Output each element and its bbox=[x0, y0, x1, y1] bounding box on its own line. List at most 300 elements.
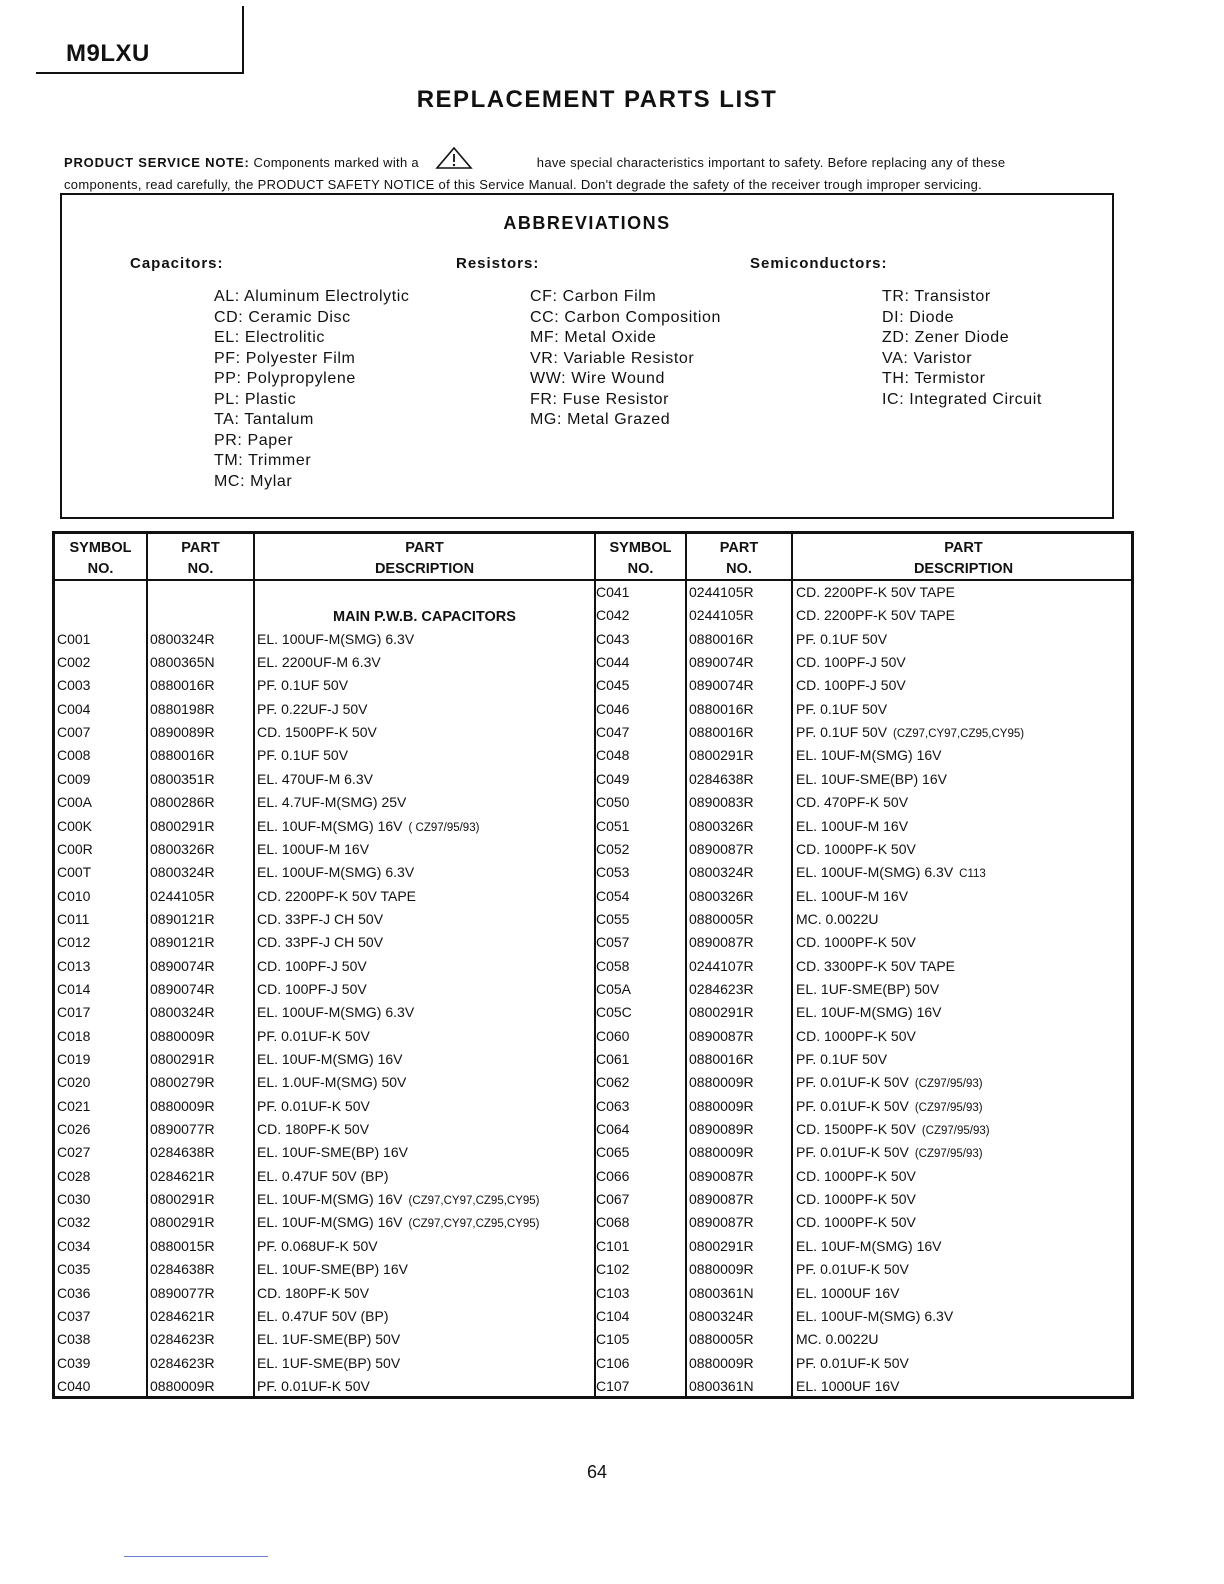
symbol-cell: C00R bbox=[57, 840, 93, 857]
resistors-heading: Resistors: bbox=[456, 255, 540, 272]
part-number-cell: 0880016R bbox=[689, 630, 754, 647]
part-number-cell: 0890083R bbox=[689, 794, 754, 811]
abbreviations-box bbox=[60, 193, 1114, 519]
description-cell: PF. 0.1UF 50V bbox=[796, 700, 888, 717]
warning-triangle-icon bbox=[435, 146, 473, 175]
part-number-cell: 0800291R bbox=[689, 1237, 754, 1254]
table-row bbox=[594, 1048, 1134, 1071]
table-row bbox=[594, 1258, 1134, 1281]
description-cell: PF. 0.01UF-K 50V bbox=[257, 1097, 370, 1114]
table-row bbox=[594, 1305, 1134, 1328]
part-number-cell: 0880016R bbox=[689, 1051, 754, 1067]
table-row bbox=[55, 698, 595, 721]
description-text: PF. 0.01UF-K 50V bbox=[796, 1144, 909, 1161]
table-row bbox=[594, 1282, 1134, 1305]
symbol-cell: C065 bbox=[596, 1144, 630, 1161]
semiconductor-abbreviation: ZD: Zener Diode bbox=[882, 329, 1010, 346]
description-text: PF. 0.01UF-K 50V bbox=[796, 1074, 909, 1091]
part-number-cell: 0890074R bbox=[689, 677, 754, 694]
header-description-left: PART DESCRIPTION bbox=[374, 540, 475, 577]
part-number-cell: 0880198R bbox=[150, 700, 215, 717]
symbol-cell: C057 bbox=[596, 934, 630, 951]
variant-note: (CZ97,CY97,CZ95,CY95) bbox=[408, 1218, 540, 1231]
symbol-cell: C051 bbox=[596, 817, 630, 834]
description-cell: CD. 1000PF-K 50V bbox=[796, 1027, 916, 1044]
variant-note: (CZ97/95/93) bbox=[914, 1101, 983, 1114]
resistors-list bbox=[530, 287, 721, 431]
description-cell: EL. 2200UF-M 6.3V bbox=[257, 654, 381, 671]
table-row bbox=[55, 674, 595, 697]
description-cell: EL. 10UF-M(SMG) 16V bbox=[796, 1237, 942, 1254]
variant-note: (CZ97,CY97,CZ95,CY95) bbox=[893, 728, 1025, 741]
table-row bbox=[594, 1025, 1134, 1048]
symbol-cell: C00A bbox=[57, 794, 93, 811]
abbreviations-title: ABBREVIATIONS bbox=[503, 213, 671, 233]
resistor-abbreviation: CC: Carbon Composition bbox=[530, 308, 722, 326]
description-cell: CD. 33PF-J CH 50V bbox=[257, 934, 384, 951]
description-cell bbox=[796, 1141, 983, 1166]
part-number-cell: 0880005R bbox=[689, 910, 754, 927]
table-row bbox=[55, 931, 595, 954]
symbol-cell: C028 bbox=[57, 1167, 91, 1184]
part-number-cell: 0800279R bbox=[150, 1074, 215, 1091]
description-cell: EL. 10UF-SME(BP) 16V bbox=[796, 770, 947, 787]
description-cell: PF. 0.01UF-K 50V bbox=[257, 1027, 370, 1044]
part-number-cell: 0800291R bbox=[689, 747, 754, 764]
part-number-cell: 0800324R bbox=[150, 1004, 215, 1021]
table-row bbox=[594, 1118, 1134, 1141]
semiconductor-abbreviation: TR: Transistor bbox=[882, 288, 991, 305]
symbol-cell: C013 bbox=[57, 957, 91, 974]
part-number-cell: 0890089R bbox=[689, 1121, 754, 1138]
variant-note: (CZ97/95/93) bbox=[921, 1125, 990, 1138]
part-number-cell: 0880016R bbox=[150, 677, 215, 694]
variant-note: C113 bbox=[959, 868, 986, 881]
part-number-cell: 0284638R bbox=[150, 1261, 215, 1278]
part-number-cell: 0890121R bbox=[150, 934, 215, 951]
part-number-cell: 0890121R bbox=[150, 910, 215, 927]
description-cell: PF. 0.01UF-K 50V bbox=[796, 1354, 909, 1371]
description-cell: MC. 0.0022U bbox=[796, 1331, 879, 1348]
table-row bbox=[55, 815, 595, 838]
description-cell bbox=[796, 1095, 983, 1120]
part-number-cell: 0880009R bbox=[689, 1144, 754, 1161]
description-cell: EL. 100UF-M 16V bbox=[257, 840, 370, 857]
symbol-cell: C103 bbox=[596, 1284, 630, 1301]
description-cell: EL. 1UF-SME(BP) 50V bbox=[257, 1331, 401, 1348]
part-number-cell: 0284621R bbox=[150, 1167, 215, 1184]
description-cell: CD. 100PF-J 50V bbox=[796, 654, 906, 671]
description-cell: PF. 0.1UF 50V bbox=[796, 1051, 888, 1067]
symbol-cell: C040 bbox=[57, 1377, 91, 1394]
description-cell: CD. 180PF-K 50V bbox=[257, 1121, 370, 1138]
variant-note: ( CZ97/95/93) bbox=[408, 821, 480, 834]
table-row bbox=[55, 1118, 595, 1141]
note-lead: PRODUCT SERVICE NOTE: bbox=[64, 155, 250, 170]
table-row bbox=[594, 651, 1134, 674]
table-row bbox=[594, 1188, 1134, 1211]
description-cell: PF. 0.1UF 50V bbox=[257, 677, 349, 694]
table-row bbox=[594, 931, 1134, 954]
symbol-cell: C05C bbox=[596, 1004, 632, 1021]
part-number-cell: 0800291R bbox=[150, 1051, 215, 1067]
description-text: PF. 0.01UF-K 50V bbox=[796, 1097, 909, 1114]
description-cell bbox=[796, 861, 986, 886]
description-cell bbox=[257, 815, 479, 840]
part-number-cell: 0800291R bbox=[689, 1004, 754, 1021]
table-row bbox=[594, 628, 1134, 651]
capacitor-abbreviation: MC: Mylar bbox=[214, 472, 293, 490]
table-row bbox=[55, 908, 595, 931]
resistor-abbreviation: MG: Metal Grazed bbox=[530, 411, 671, 428]
part-number-cell: 0800324R bbox=[689, 1307, 754, 1324]
symbol-cell: C032 bbox=[57, 1214, 91, 1231]
parts-table bbox=[52, 531, 1134, 1399]
description-text: EL. 10UF-M(SMG) 16V bbox=[257, 817, 403, 834]
symbol-cell: C009 bbox=[57, 770, 91, 787]
table-row bbox=[55, 628, 595, 651]
part-number-cell: 0890087R bbox=[689, 934, 754, 951]
symbol-cell: C048 bbox=[596, 747, 630, 764]
part-number-cell: 0880009R bbox=[150, 1377, 215, 1394]
symbol-cell: C047 bbox=[596, 724, 630, 741]
symbol-cell: C00K bbox=[57, 817, 93, 834]
table-row bbox=[55, 978, 595, 1001]
symbol-cell: C052 bbox=[596, 840, 630, 857]
part-number-cell: 0244107R bbox=[689, 957, 754, 974]
part-number-cell: 0800326R bbox=[689, 817, 754, 834]
table-row bbox=[55, 744, 595, 767]
description-cell: CD. 1000PF-K 50V bbox=[796, 1167, 916, 1184]
part-number-cell: 0890087R bbox=[689, 1167, 754, 1184]
footer-rule bbox=[124, 1556, 268, 1557]
symbol-cell: C067 bbox=[596, 1191, 630, 1208]
table-row bbox=[55, 1305, 595, 1328]
table-row bbox=[55, 1048, 595, 1071]
table-row bbox=[55, 768, 595, 791]
table-row bbox=[55, 1352, 595, 1375]
note-text-1: Components marked with a bbox=[253, 155, 419, 170]
symbol-cell: C106 bbox=[596, 1354, 630, 1371]
symbol-cell: C019 bbox=[57, 1051, 91, 1067]
table-row bbox=[594, 838, 1134, 861]
description-cell: EL. 0.47UF 50V (BP) bbox=[257, 1307, 389, 1324]
part-number-cell: 0800324R bbox=[689, 864, 754, 881]
part-number-cell: 0800324R bbox=[150, 630, 215, 647]
description-cell: PF. 0.1UF 50V bbox=[257, 747, 349, 764]
part-number-cell: 0880009R bbox=[689, 1074, 754, 1091]
description-cell: EL. 1000UF 16V bbox=[796, 1377, 900, 1394]
part-number-cell: 0244105R bbox=[689, 584, 754, 600]
table-row bbox=[594, 768, 1134, 791]
description-cell: CD. 470PF-K 50V bbox=[796, 794, 909, 811]
symbol-cell: C107 bbox=[596, 1377, 630, 1394]
symbol-cell: C060 bbox=[596, 1027, 630, 1044]
part-number-cell: 0800286R bbox=[150, 794, 215, 811]
symbol-cell: C049 bbox=[596, 770, 630, 787]
symbol-cell: C004 bbox=[57, 700, 91, 717]
note-text-2: have special characteristics important to safety. Before replacing any of these bbox=[536, 155, 1006, 170]
description-cell: EL. 100UF-M(SMG) 6.3V bbox=[257, 630, 415, 647]
table-row bbox=[594, 604, 1134, 627]
page-title: REPLACEMENT PARTS LIST bbox=[416, 86, 778, 113]
table-row bbox=[594, 721, 1134, 744]
semiconductors-heading: Semiconductors: bbox=[750, 255, 888, 272]
model-label: M9LXU bbox=[66, 40, 150, 67]
table-row bbox=[55, 1165, 595, 1188]
header-part-no-right: PART NO. bbox=[719, 540, 759, 577]
description-cell: EL. 100UF-M 16V bbox=[796, 817, 909, 834]
capacitors-list bbox=[214, 287, 410, 492]
table-row bbox=[55, 651, 595, 674]
description-cell: PF. 0.01UF-K 50V bbox=[796, 1261, 909, 1278]
table-row bbox=[594, 1095, 1134, 1118]
description-text: EL. 100UF-M(SMG) 6.3V bbox=[796, 864, 954, 881]
model-box bbox=[36, 6, 244, 74]
table-row bbox=[594, 581, 1134, 604]
table-row bbox=[594, 955, 1134, 978]
header-part-no-left: PART NO. bbox=[181, 540, 220, 577]
section-title: MAIN P.W.B. CAPACITORS bbox=[333, 609, 516, 625]
semiconductor-abbreviation: DI: Diode bbox=[882, 308, 955, 326]
description-text: EL. 10UF-M(SMG) 16V bbox=[257, 1214, 403, 1231]
description-cell: PF. 0.068UF-K 50V bbox=[257, 1237, 378, 1254]
capacitor-abbreviation: CD: Ceramic Disc bbox=[214, 308, 351, 326]
note-line-2: components, read carefully, the PRODUCT SAFETY NOTICE of this Service Manual. Don't degrade the safety of the receiver trough improper servicing. bbox=[64, 177, 983, 192]
description-cell: CD. 100PF-J 50V bbox=[257, 957, 367, 974]
description-cell: CD. 33PF-J CH 50V bbox=[257, 910, 384, 927]
description-cell bbox=[257, 1211, 540, 1236]
resistor-abbreviation: CF: Carbon Film bbox=[530, 288, 657, 305]
part-number-cell: 0890087R bbox=[689, 1027, 754, 1044]
description-cell: CD. 2200PF-K 50V TAPE bbox=[796, 607, 955, 624]
description-cell: EL. 470UF-M 6.3V bbox=[257, 770, 373, 787]
table-row bbox=[594, 744, 1134, 767]
part-number-cell: 0800326R bbox=[150, 840, 215, 857]
part-number-cell: 0800326R bbox=[689, 887, 754, 904]
part-number-cell: 0890074R bbox=[689, 654, 754, 671]
table-row bbox=[594, 1235, 1134, 1258]
description-cell bbox=[796, 1118, 990, 1143]
description-cell: CD. 1000PF-K 50V bbox=[796, 934, 916, 951]
symbol-cell: C044 bbox=[596, 654, 630, 671]
description-cell: EL. 1000UF 16V bbox=[796, 1284, 900, 1301]
resistor-abbreviation: MF: Metal Oxide bbox=[530, 329, 657, 346]
table-row bbox=[594, 1352, 1134, 1375]
part-number-cell: 0880016R bbox=[150, 747, 215, 764]
table-row bbox=[55, 1211, 595, 1234]
symbol-cell: C064 bbox=[596, 1121, 630, 1138]
table-row bbox=[594, 698, 1134, 721]
part-number-cell: 0800361N bbox=[689, 1377, 754, 1394]
description-cell: EL. 100UF-M 16V bbox=[796, 887, 909, 904]
capacitor-abbreviation: AL: Aluminum Electrolytic bbox=[214, 288, 410, 305]
description-cell: PF. 0.22UF-J 50V bbox=[257, 700, 368, 717]
part-number-cell: 0800361N bbox=[689, 1284, 754, 1301]
description-cell: EL. 10UF-SME(BP) 16V bbox=[257, 1261, 408, 1278]
symbol-cell: C105 bbox=[596, 1331, 630, 1348]
description-cell: CD. 1000PF-K 50V bbox=[796, 1191, 916, 1208]
semiconductor-abbreviation: VA: Varistor bbox=[882, 349, 973, 367]
table-row bbox=[594, 815, 1134, 838]
header-symbol-right: SYMBOL NO. bbox=[609, 540, 672, 577]
semiconductor-abbreviation: TH: Termistor bbox=[882, 370, 986, 387]
symbol-cell: C045 bbox=[596, 677, 630, 694]
part-number-cell: 0284623R bbox=[150, 1331, 215, 1348]
capacitor-abbreviation: PF: Polyester Film bbox=[214, 349, 356, 367]
header-symbol-left: SYMBOL NO. bbox=[69, 540, 132, 577]
symbol-cell: C066 bbox=[596, 1167, 630, 1184]
page-number: 64 bbox=[586, 1462, 608, 1482]
table-row bbox=[55, 1141, 595, 1164]
part-number-cell: 0890074R bbox=[150, 980, 215, 997]
resistor-abbreviation: WW: Wire Wound bbox=[530, 370, 665, 387]
part-number-cell: 0880009R bbox=[150, 1097, 215, 1114]
description-cell: CD. 3300PF-K 50V TAPE bbox=[796, 957, 955, 974]
part-number-cell: 0890087R bbox=[689, 1191, 754, 1208]
symbol-cell: C011 bbox=[57, 910, 90, 927]
part-number-cell: 0890074R bbox=[150, 957, 215, 974]
table-row bbox=[594, 1165, 1134, 1188]
table-row bbox=[55, 838, 595, 861]
symbol-cell: C037 bbox=[57, 1307, 91, 1324]
symbol-cell: C014 bbox=[57, 980, 91, 997]
part-number-cell: 0890077R bbox=[150, 1121, 215, 1138]
part-number-cell: 0880016R bbox=[689, 700, 754, 717]
table-row bbox=[594, 1141, 1134, 1164]
part-number-cell: 0800291R bbox=[150, 1191, 215, 1208]
description-cell: EL. 1UF-SME(BP) 50V bbox=[257, 1354, 401, 1371]
description-text: EL. 10UF-M(SMG) 16V bbox=[257, 1191, 403, 1208]
symbol-cell: C061 bbox=[596, 1051, 630, 1067]
capacitor-abbreviation: TA: Tantalum bbox=[214, 411, 314, 428]
symbol-cell: C05A bbox=[596, 980, 632, 997]
table-row bbox=[594, 1375, 1134, 1398]
part-number-cell: 0284638R bbox=[689, 770, 754, 787]
description-cell: EL. 10UF-M(SMG) 16V bbox=[257, 1051, 403, 1067]
table-row bbox=[55, 1025, 595, 1048]
symbol-cell: C030 bbox=[57, 1191, 91, 1208]
variant-note: (CZ97/95/93) bbox=[914, 1078, 983, 1091]
description-cell: PF. 0.01UF-K 50V bbox=[257, 1377, 370, 1394]
description-cell: CD. 1500PF-K 50V bbox=[257, 724, 377, 741]
table-row bbox=[55, 1235, 595, 1258]
header-description-right: PART DESCRIPTION bbox=[913, 540, 1014, 577]
capacitor-abbreviation: TM: Trimmer bbox=[214, 452, 312, 469]
description-text: PF. 0.1UF 50V bbox=[796, 724, 888, 741]
symbol-cell: C102 bbox=[596, 1261, 630, 1278]
table-row bbox=[594, 791, 1134, 814]
table-row bbox=[55, 1188, 595, 1211]
description-cell: EL. 10UF-SME(BP) 16V bbox=[257, 1144, 408, 1161]
symbol-cell: C012 bbox=[57, 934, 91, 951]
symbol-cell: C058 bbox=[596, 957, 630, 974]
symbol-cell: C035 bbox=[57, 1261, 91, 1278]
symbol-cell: C002 bbox=[57, 654, 91, 671]
table-row bbox=[55, 721, 595, 744]
part-number-cell: 0284638R bbox=[150, 1144, 215, 1161]
symbol-cell: C026 bbox=[57, 1121, 91, 1138]
symbol-cell: C039 bbox=[57, 1354, 91, 1371]
description-cell: CD. 2200PF-K 50V TAPE bbox=[796, 584, 955, 600]
description-cell: CD. 1000PF-K 50V bbox=[796, 840, 916, 857]
part-number-cell: 0880016R bbox=[689, 724, 754, 741]
symbol-cell: C053 bbox=[596, 864, 630, 881]
table-row bbox=[55, 1071, 595, 1094]
table-row bbox=[55, 1375, 595, 1398]
symbol-cell: C050 bbox=[596, 794, 630, 811]
capacitor-abbreviation: PP: Polypropylene bbox=[214, 370, 356, 387]
symbol-cell: C042 bbox=[596, 607, 630, 624]
variant-note: (CZ97,CY97,CZ95,CY95) bbox=[408, 1195, 540, 1208]
description-cell: PF. 0.1UF 50V bbox=[796, 630, 888, 647]
symbol-cell: C054 bbox=[596, 887, 630, 904]
symbol-cell: C001 bbox=[57, 630, 91, 647]
description-cell bbox=[796, 721, 1024, 746]
part-number-cell: 0880015R bbox=[150, 1237, 215, 1254]
description-cell: CD. 2200PF-K 50V TAPE bbox=[257, 887, 416, 904]
description-cell: CD. 100PF-J 50V bbox=[796, 677, 906, 694]
table-row bbox=[55, 1095, 595, 1118]
table-row bbox=[55, 1001, 595, 1024]
symbol-cell: C00T bbox=[57, 864, 92, 881]
symbol-cell: C038 bbox=[57, 1331, 91, 1348]
part-number-cell: 0880009R bbox=[689, 1261, 754, 1278]
symbol-cell: C017 bbox=[57, 1004, 91, 1021]
table-row bbox=[594, 1001, 1134, 1024]
table-row bbox=[594, 908, 1134, 931]
table-row bbox=[594, 1211, 1134, 1234]
symbol-cell: C007 bbox=[57, 724, 91, 741]
part-number-cell: 0890087R bbox=[689, 840, 754, 857]
part-number-cell: 0890077R bbox=[150, 1284, 215, 1301]
table-row bbox=[55, 1258, 595, 1281]
part-number-cell: 0800291R bbox=[150, 1214, 215, 1231]
part-number-cell: 0890087R bbox=[689, 1214, 754, 1231]
description-cell: EL. 0.47UF 50V (BP) bbox=[257, 1167, 389, 1184]
symbol-cell: C062 bbox=[596, 1074, 630, 1091]
symbol-cell: C036 bbox=[57, 1284, 91, 1301]
description-cell: MC. 0.0022U bbox=[796, 910, 879, 927]
part-number-cell: 0890089R bbox=[150, 724, 215, 741]
description-cell: EL. 4.7UF-M(SMG) 25V bbox=[257, 794, 407, 811]
table-row bbox=[594, 674, 1134, 697]
description-cell bbox=[796, 1071, 983, 1096]
description-cell: EL. 100UF-M(SMG) 6.3V bbox=[257, 864, 415, 881]
part-number-cell: 0284621R bbox=[150, 1307, 215, 1324]
description-cell: EL. 10UF-M(SMG) 16V bbox=[796, 1004, 942, 1021]
part-number-cell: 0880005R bbox=[689, 1331, 754, 1348]
description-text: CD. 1500PF-K 50V bbox=[796, 1121, 916, 1138]
part-number-cell: 0800351R bbox=[150, 770, 215, 787]
part-number-cell: 0244105R bbox=[689, 607, 754, 624]
symbol-cell: C068 bbox=[596, 1214, 630, 1231]
product-service-note bbox=[64, 146, 1154, 194]
symbol-cell: C043 bbox=[596, 630, 630, 647]
symbol-cell: C046 bbox=[596, 700, 630, 717]
symbol-cell: C008 bbox=[57, 747, 91, 764]
symbol-cell: C020 bbox=[57, 1074, 91, 1091]
variant-note: (CZ97/95/93) bbox=[914, 1148, 983, 1161]
table-row bbox=[55, 1328, 595, 1351]
symbol-cell: C021 bbox=[57, 1097, 91, 1114]
symbol-cell: C003 bbox=[57, 677, 91, 694]
semiconductor-abbreviation: IC: Integrated Circuit bbox=[882, 390, 1042, 408]
table-row bbox=[55, 1282, 595, 1305]
symbol-cell: C034 bbox=[57, 1237, 91, 1254]
symbol-cell: C018 bbox=[57, 1027, 91, 1044]
capacitors-heading: Capacitors: bbox=[130, 255, 224, 272]
